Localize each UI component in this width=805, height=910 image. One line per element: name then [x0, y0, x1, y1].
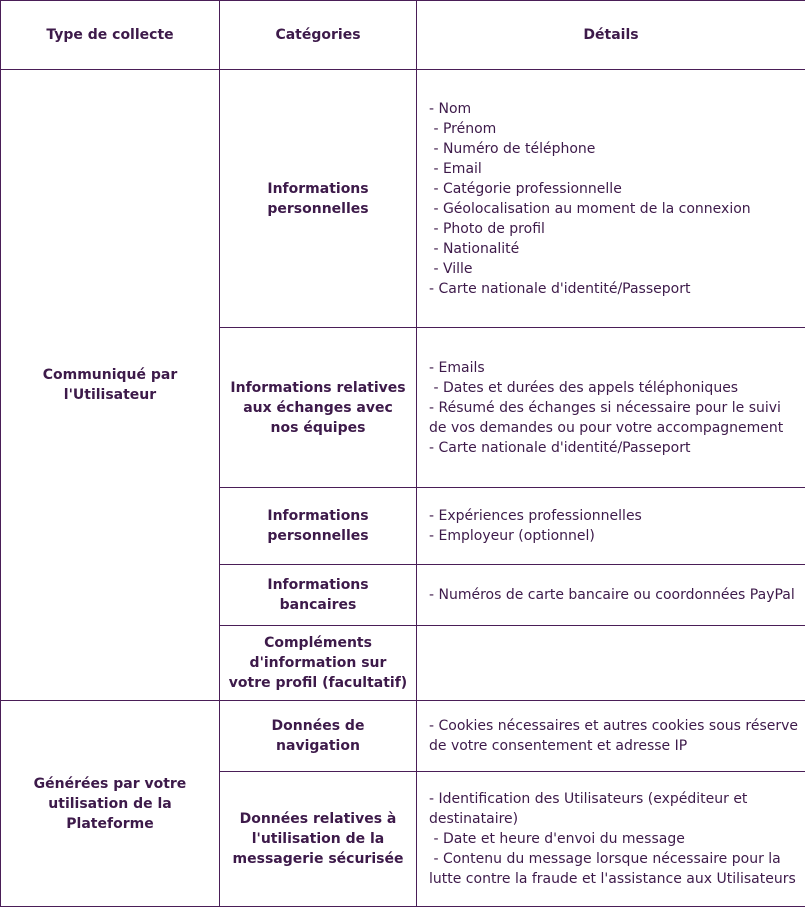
- detail-line: - Date et heure d'envoi du message: [429, 831, 685, 847]
- details-cell: [417, 328, 805, 488]
- details-cell: [417, 701, 805, 772]
- category-cell: Informations personnelles: [220, 70, 417, 328]
- header-row: [1, 1, 805, 70]
- detail-line: - Email: [429, 160, 482, 177]
- header-type: Type de collecte: [1, 1, 220, 70]
- category-cell: Informations personnelles: [220, 488, 417, 565]
- detail-line: - Expériences professionnelles: [429, 508, 642, 524]
- table-row: [1, 701, 805, 772]
- detail-line: - Numéro de téléphone: [429, 140, 596, 157]
- table-row: [1, 70, 805, 328]
- category-cell: Données relatives à l'utilisation de la messagerie sécurisée: [220, 772, 417, 907]
- details-cell: [417, 772, 805, 907]
- detail-line: - Nom: [429, 100, 472, 117]
- category-cell: Données de navigation: [220, 701, 417, 772]
- detail-line: - Géolocalisation au moment de la connexion: [429, 200, 751, 217]
- header-categories: Catégories: [220, 1, 417, 70]
- detail-line: - Emails: [429, 359, 485, 376]
- detail-line: - Prénom: [429, 120, 497, 137]
- details-cell: [417, 626, 805, 701]
- detail-line: - Identification des Utilisateurs (expéditeur et destinataire): [429, 791, 752, 827]
- details-cell: [417, 488, 805, 565]
- detail-line: - Employeur (optionnel): [429, 528, 595, 544]
- details-cell: [417, 70, 805, 328]
- detail-line: - Numéros de carte bancaire ou coordonnées PayPal: [429, 587, 795, 603]
- detail-line: - Nationalité: [429, 240, 520, 257]
- category-cell: Informations relatives aux échanges avec nos équipes: [220, 328, 417, 488]
- detail-line: - Contenu du message lorsque nécessaire pour la lutte contre la fraude et l'assistance aux Utilisateurs: [429, 851, 796, 887]
- category-cell: Compléments d'information sur votre profil (facultatif): [220, 626, 417, 701]
- detail-line: - Carte nationale d'identité/Passeport: [429, 280, 691, 297]
- header-details: Détails: [417, 1, 805, 70]
- detail-line: - Carte nationale d'identité/Passeport: [429, 439, 691, 456]
- detail-line: - Photo de profil: [429, 220, 545, 237]
- collection-type-cell: Générées par votre utilisation de la Plateforme: [1, 701, 220, 907]
- collection-type-cell: Communiqué par l'Utilisateur: [1, 70, 220, 701]
- detail-line: - Cookies nécessaires et autres cookies sous réserve de votre consentement et adresse IP: [429, 718, 803, 754]
- detail-line: - Dates et durées des appels téléphoniques: [429, 379, 739, 396]
- details-cell: [417, 565, 805, 626]
- detail-line: - Résumé des échanges si nécessaire pour le suivi de vos demandes ou pour votre accompagnement: [429, 399, 786, 436]
- category-cell: Informations bancaires: [220, 565, 417, 626]
- detail-line: - Catégorie professionnelle: [429, 180, 622, 197]
- detail-line: - Ville: [429, 260, 473, 277]
